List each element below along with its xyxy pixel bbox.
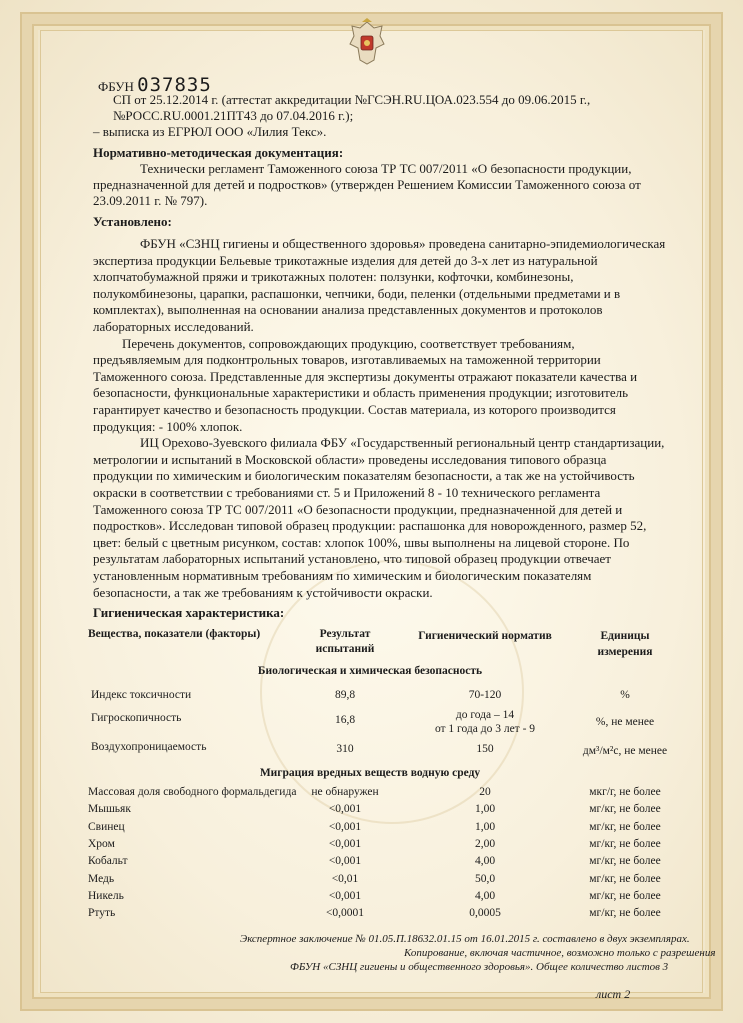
row-result: <0,001 bbox=[328, 889, 362, 902]
established-line: продукция: - 100% хлопок. bbox=[93, 418, 243, 434]
row-unit: дм³/м²с, не менее bbox=[582, 745, 668, 757]
established-line: предъявляемым для подконтрольных товаров, изготавливаемых на таможенной территории bbox=[93, 352, 601, 368]
row-name: Хром bbox=[88, 837, 115, 850]
row-norm: 4,00 bbox=[474, 855, 496, 868]
row-unit: мг/кг, не более bbox=[589, 907, 661, 920]
row-name: Гигроскопичность bbox=[91, 712, 182, 724]
row-result: <0,01 bbox=[331, 872, 359, 885]
row-result: 16,8 bbox=[334, 714, 356, 726]
row-result: 310 bbox=[336, 743, 354, 755]
row-name: Воздухопроницаемость bbox=[91, 741, 207, 753]
footer-line-1: Экспертное заключение № 01.05.П.18632.01.15 от 16.01.2015 г. составлено в двух экземплярах. bbox=[240, 933, 690, 945]
normative-line: 23.09.2011 г. № 797). bbox=[93, 193, 208, 208]
established-heading: Установлено: bbox=[93, 214, 172, 229]
col-result-2: испытаний bbox=[315, 643, 375, 655]
row-name: Массовая доля свободного формальдегида bbox=[88, 786, 297, 798]
established-line: подростков». Исследован типовой образец продукции: распашонка для новорожденного, размер 52, bbox=[93, 518, 647, 534]
row-unit: мг/кг, не более bbox=[589, 872, 661, 885]
coat-of-arms-icon bbox=[344, 18, 390, 68]
established-line: Таможенного союза ТР ТС 007/2011 «О безопасности продукции, предназначенной для детей и bbox=[93, 501, 623, 517]
row-norm: 1,00 bbox=[474, 820, 496, 833]
row-unit: мг/кг, не более bbox=[589, 803, 661, 816]
established-line: установленным нормативным требованиям по химическим и биологическим показателям bbox=[93, 568, 592, 583]
intro-line-3: – выписка из ЕГРЮЛ ООО «Лилия Текс». bbox=[93, 124, 327, 139]
row-name: Кобальт bbox=[88, 855, 128, 868]
row-result: не обнаружен bbox=[311, 786, 379, 798]
established-line: результатам лабораторных испытаний установлено, что типовой образец продукции отвечает bbox=[93, 551, 611, 567]
row-norm: 70-120 bbox=[468, 689, 502, 701]
col-result-1: Результат bbox=[319, 628, 371, 640]
row-result: <0,001 bbox=[328, 855, 362, 868]
row-norm: 50,0 bbox=[474, 872, 496, 885]
footer-line-2: Копирование, включая частичное, возможно только с разрешения bbox=[404, 947, 716, 959]
row-norm: 150 bbox=[476, 743, 494, 755]
col-units-2: измерения bbox=[597, 646, 653, 658]
row-norm: 4,00 bbox=[474, 889, 496, 902]
serial-prefix: ФБУН bbox=[98, 79, 134, 94]
established-line: ФБУН «СЗНЦ гигиены и общественного здоровья» проведена санитарно-эпидемиологическая bbox=[140, 236, 666, 251]
intro-line-2: №РОСС.RU.0001.21ПТ43 до 07.04.2016 г.); bbox=[113, 108, 354, 123]
col-substance: Вещества, показатели (факторы) bbox=[88, 628, 261, 640]
row-norm: до года – 14 bbox=[455, 709, 515, 721]
row-result: <0,001 bbox=[328, 803, 362, 816]
established-line: безопасности, а так же требованиям к устойчивости окраски. bbox=[93, 584, 433, 600]
established-line: лабораторных исследований. bbox=[93, 319, 254, 334]
row-unit: %, не менее bbox=[595, 716, 655, 728]
established-line: метрологии и испытаний в Московской области» проведены исследования типового образца bbox=[93, 451, 607, 467]
row-unit: % bbox=[620, 689, 630, 701]
row-result: <0,001 bbox=[328, 837, 362, 850]
section-bio-chem: Биологическая и химическая безопасность bbox=[257, 665, 483, 677]
serial-value: 037835 bbox=[137, 74, 212, 96]
established-line: безопасности, функциональные характеристики и область применения продукции; изготовитель bbox=[93, 385, 629, 401]
row-unit: мкг/г, не более bbox=[589, 786, 661, 798]
established-line: цвет: белый с цветным рисунком, состав: хлопок 100%, швы выполнены на лицевой стороне. По bbox=[93, 534, 630, 550]
intro-line-1: СП от 25.12.2014 г. (аттестат аккредитации №ГСЭН.RU.ЦОА.023.554 до 09.06.2015 г., bbox=[113, 92, 591, 107]
row-result: <0,0001 bbox=[325, 907, 365, 920]
hygiene-heading: Гигиеническая характеристика: bbox=[93, 605, 285, 620]
page-number: лист 2 bbox=[596, 987, 631, 1001]
row-name: Медь bbox=[88, 872, 115, 885]
established-line: хлопчатобумажной пряжи и трикотажных полотен: ползунки, кофточки, комбинезоны, bbox=[93, 269, 574, 285]
established-line: комплектах), выполненная на основании анализа представленных документов и протоколов bbox=[93, 302, 603, 318]
normative-line: Технически регламент Таможенного союза ТР ТС 007/2011 «О безопасности продукции, bbox=[140, 161, 632, 176]
footer-line-3: ФБУН «СЗНЦ гигиены и общественного здоровья». Общее количество листов 3 bbox=[290, 961, 669, 973]
section-migration: Миграция вредных веществ водную среду bbox=[259, 767, 481, 779]
row-norm: 20 bbox=[479, 786, 491, 798]
row-result: <0,001 bbox=[328, 820, 362, 833]
row-norm: 2,00 bbox=[474, 837, 496, 850]
row-result: 89,8 bbox=[334, 689, 356, 701]
col-units-1: Единицы bbox=[600, 630, 650, 642]
row-unit: мг/кг, не более bbox=[589, 889, 661, 902]
col-norm: Гигиенический норматив bbox=[418, 630, 552, 642]
established-line: Перечень документов, сопровождающих продукцию, соответствует требованиям, bbox=[122, 335, 575, 351]
row-unit: мг/кг, не более bbox=[589, 837, 661, 850]
established-line: гарантирует качество и безопасность продукции. Состав материала, из которого производится bbox=[93, 402, 616, 417]
row-name: Индекс токсичности bbox=[91, 689, 192, 701]
row-name: Свинец bbox=[88, 820, 125, 833]
row-name: Ртуть bbox=[88, 907, 116, 920]
established-line: продукции по химическим и биологическим показателям безопасности, а так же на устойчивость bbox=[93, 468, 635, 484]
row-norm: 1,00 bbox=[474, 803, 496, 816]
established-line: экспертиза продукции Бельевые трикотажные изделия для детей до 3-х лет из натуральной bbox=[93, 252, 598, 268]
normative-line: предназначенной для детей и подростков» (утвержден Решением Комиссии Таможенного союза от bbox=[93, 177, 641, 192]
established-line: ИЦ Орехово-Зуевского филиала ФБУ «Государственный региональный центр стандартизации, bbox=[140, 435, 665, 451]
row-name: Никель bbox=[88, 889, 124, 902]
row-norm: 0,0005 bbox=[469, 907, 501, 920]
established-line: окраски в соответствии с требованиями ст. 5 и Приложений 8 - 10 технического регламента bbox=[93, 485, 601, 500]
row-norm-2: от 1 года до 3 лет - 9 bbox=[434, 723, 536, 735]
row-unit: мг/кг, не более bbox=[589, 820, 661, 833]
row-unit: мг/кг, не более bbox=[589, 855, 661, 868]
row-name: Мышьяк bbox=[88, 803, 131, 816]
normative-heading: Нормативно-методическая документация: bbox=[93, 145, 344, 160]
established-line: Таможенного союза. Представленные для экспертизы документы отражают показатели качества и bbox=[93, 368, 638, 384]
established-line: полукомбинезоны, царапки, распашонки, чепчики, боди, пеленки (отдельными предметами и в bbox=[93, 285, 621, 301]
